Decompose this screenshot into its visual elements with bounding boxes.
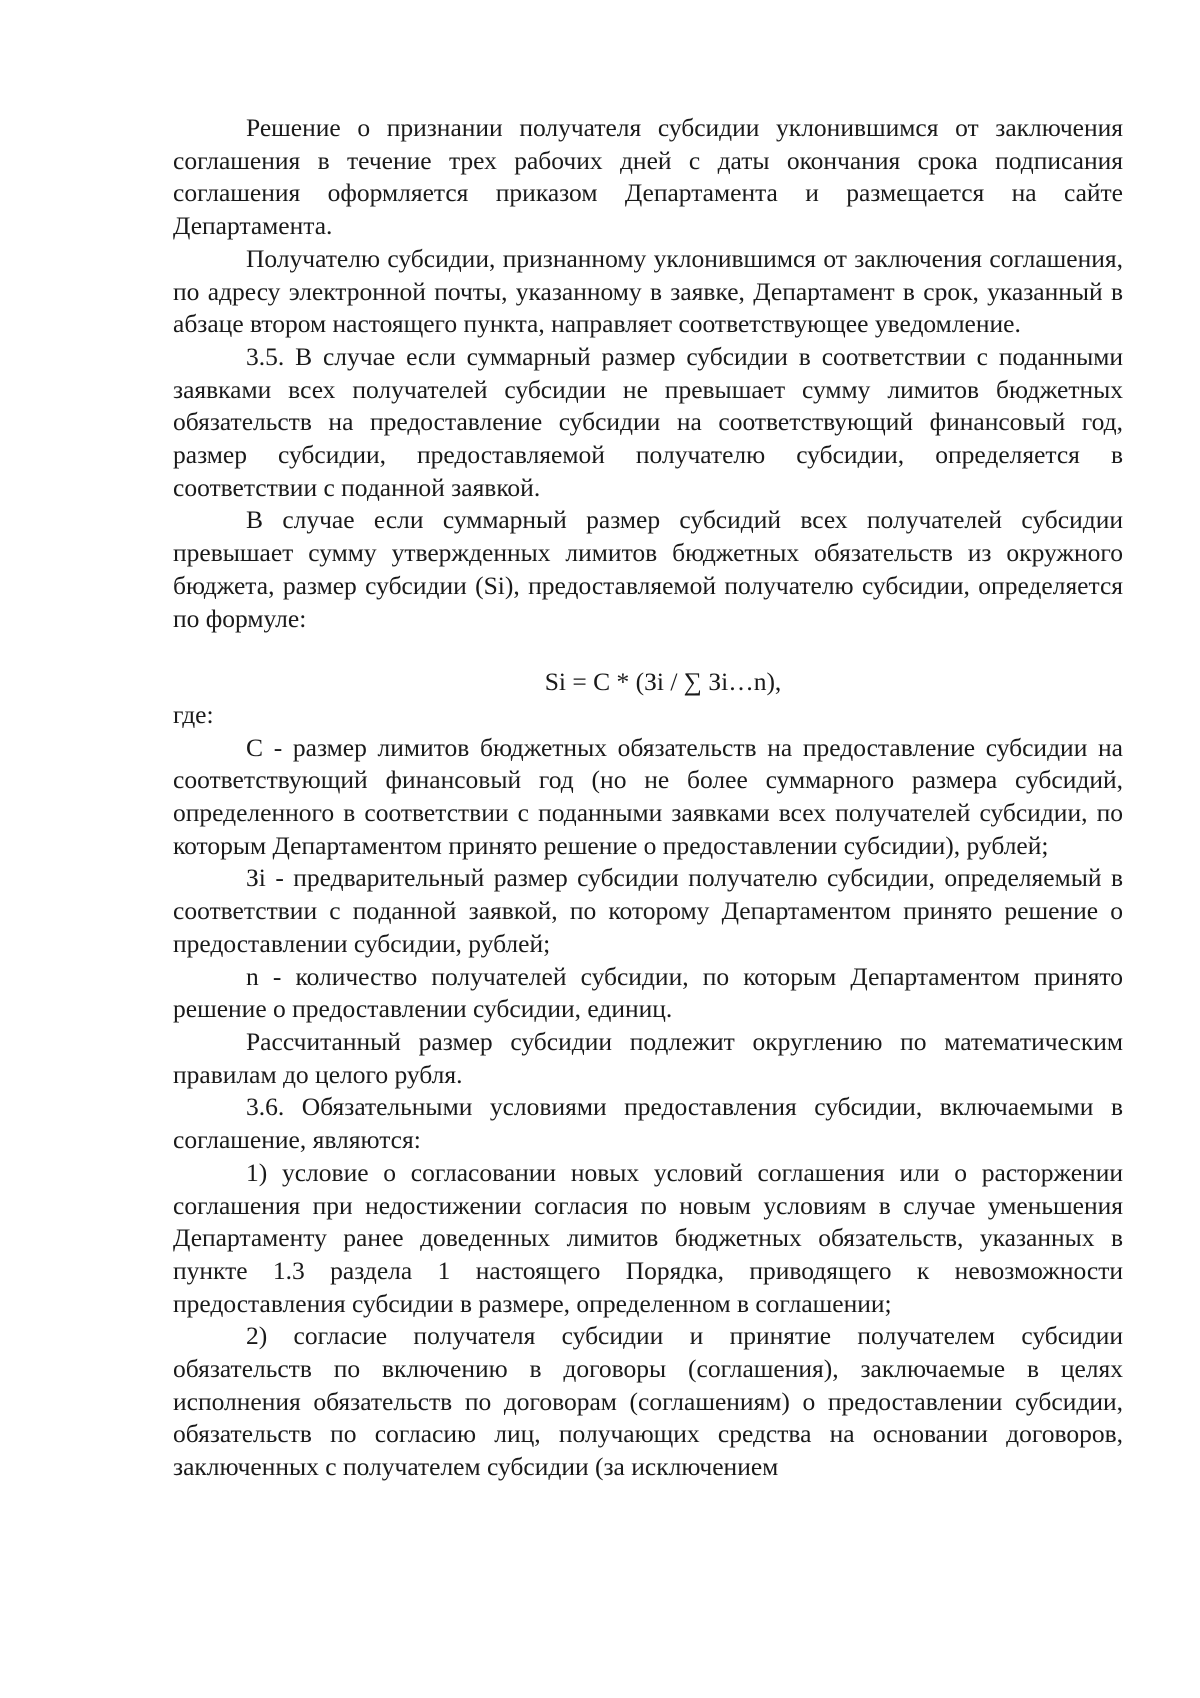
document-page — [173, 112, 1123, 1484]
subsidy-formula: Si = C * (Зi / ∑ Зi…n), — [544, 667, 782, 697]
paragraph-3-6: 3.6. Обязательными условиями предоставления субсидии, включаемыми в соглашение, являются: — [173, 1092, 1123, 1155]
paragraph-excess-limits: В случае если суммарный размер субсидий всех получателей субсидии превышает сумму утвержденных лимитов бюджетных обязательств из окружного бюджета, размер субсидии (Si), предоставляемой получателю субсидии, определяется по формуле: — [173, 505, 1123, 633]
paragraph-notification: Получателю субсидии, признанному уклонившимся от заключения соглашения, по адресу электронной почты, указанному в заявке, Департамент в срок, указанный в абзаце втором настоящего пункта, направляет соответствующее уведомление. — [173, 243, 1123, 339]
where-label: где: — [173, 699, 214, 729]
paragraph-3-5: 3.5. В случае если суммарный размер субсидии в соответствии с поданными заявками всех получателей субсидии не превышает сумму лимитов бюджетных обязательств на предоставление субсидии на соответствующий финансовый год, размер субсидии, предоставляемой получателю субсидии, определяется в соответствии с поданной заявкой. — [173, 341, 1123, 502]
definition-n: n - количество получателей субсидии, по которым Департаментом принято решение о предоставлении субсидии, единиц. — [173, 961, 1123, 1024]
paragraph-decision-evasion: Решение о признании получателя субсидии уклонившимся от заключения соглашения в течение трех рабочих дней с даты окончания срока подписания соглашения оформляется приказом Департамента и размещается на сайте Департамента. — [173, 113, 1123, 241]
definition-zi: Зi - предварительный размер субсидии получателю субсидии, определяемый в соответствии с поданной заявкой, по которому Департаментом принято решение о предоставлении субсидии, рублей; — [173, 863, 1123, 958]
condition-item-1: 1) условие о согласовании новых условий соглашения или о расторжении соглашения при недостижении согласия по новым условиям в случае уменьшения Департаменту ранее доведенных лимитов бюджетных обязательств, указанных в пункте 1.3 раздела 1 настоящего Порядка, приводящего к невозможности предоставления субсидии в размере, определенном в соглашении; — [173, 1157, 1123, 1318]
paragraph-rounding: Рассчитанный размер субсидии подлежит округлению по математическим правилам до целого рубля. — [173, 1026, 1123, 1089]
condition-item-2: 2) согласие получателя субсидии и принятие получателем субсидии обязательств по включению в договоры (соглашения), заключаемые в целях исполнения обязательств по договорам (соглашениям) о предоставлении субсидии, обязательств по согласию лиц, получающих средства на основании договоров, заключенных с получателем субсидии (за исключением — [173, 1321, 1123, 1482]
definition-c: C - размер лимитов бюджетных обязательств на предоставление субсидии на соответствующий финансовый год (но не более суммарного размера субсидий, определенного в соответствии с поданными заявками всех получателей субсидии, по которым Департаментом принято решение о предоставлении субсидии), рублей; — [173, 732, 1123, 860]
